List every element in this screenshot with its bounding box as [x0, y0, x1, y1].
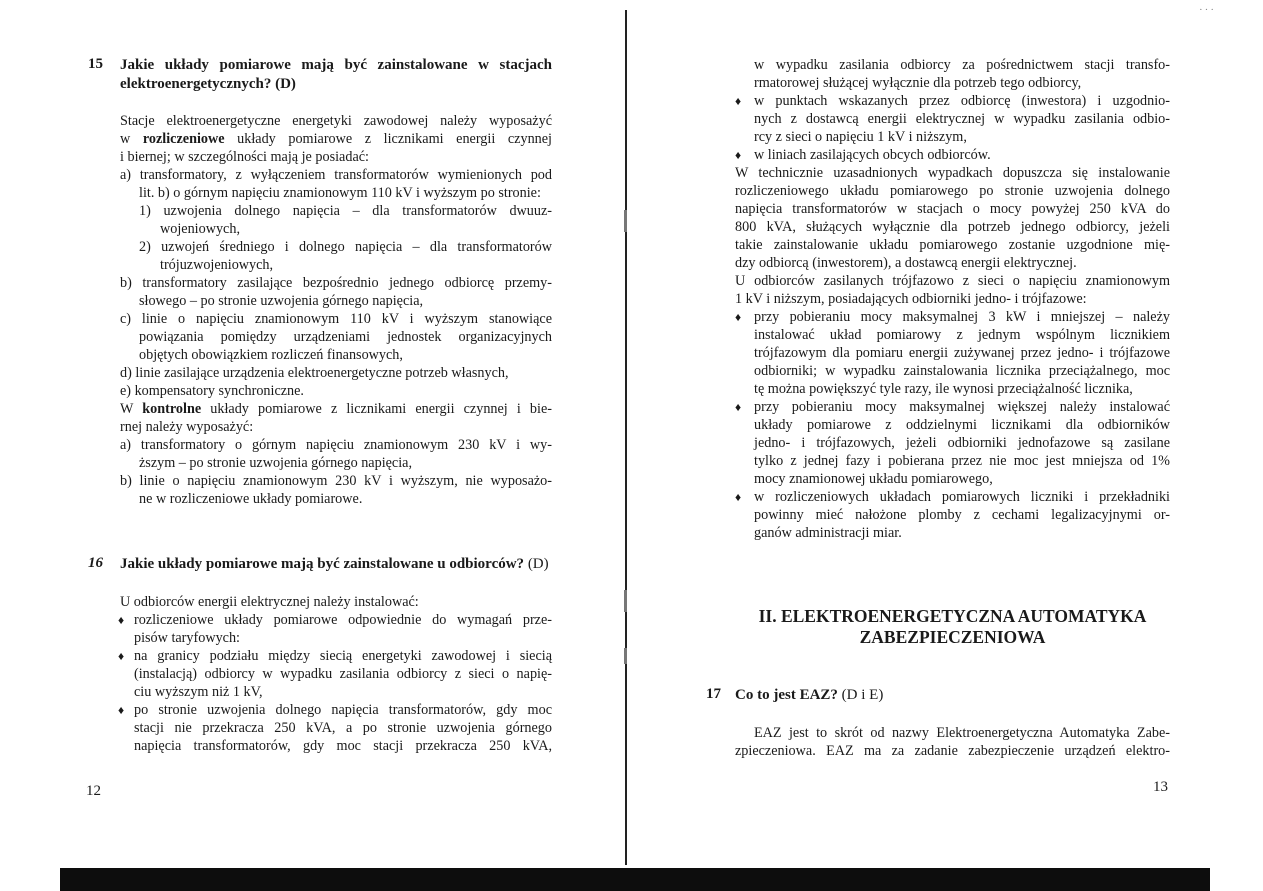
list-item: w punktach wskazanych przez odbiorcę (inwestora) i uzgodnio- [754, 93, 1170, 109]
list-item: w rozliczeniowych układach pomiarowych liczniki i przekładniki [754, 489, 1170, 505]
paragraph-line: napięcia transformatorów w stacjach o mocy powyżej 250 kVA do [735, 201, 1170, 217]
list-item: napięcia transformatorów, gdy moc stacji przekracza 250 kVA, [134, 738, 552, 754]
list-item: słowego – po stronie uzwojenia górnego napięcia, [139, 293, 424, 309]
list-item: układy pomiarowe z oddzielnymi licznikami dla odbiorników [754, 417, 1170, 433]
paragraph-line: 800 kVA, służących wyłącznie dla potrzeb jednego odbiorcy, jeżeli [735, 219, 1170, 235]
list-item: powinny mieć nałożone plomby z cechami legalizacyjnymi or- [754, 507, 1170, 523]
list-item: stacji nie przekracza 250 kVA, a po stronie uzwojenia górnego [134, 720, 552, 736]
list-item: przy pobieraniu mocy maksymalnej większej należy instalować [754, 399, 1170, 415]
list-item: odbiorniki; w wypadku zainstalowania licznika przeciążalnego, moc [754, 363, 1170, 379]
question-title: Jakie układy pomiarowe mają być zainstalowane u odbiorców? (D) [120, 556, 549, 572]
page-number: 13 [1153, 779, 1168, 795]
paragraph-line: rozliczeniowego układu pomiarowego po stronie uzwojenia dolnego [735, 183, 1170, 199]
paragraph-line: Stacje elektroenergetyczne energetyki zawodowej należy wyposażyć [120, 113, 552, 129]
chapter-title: ZABEZPIECZENIOWA [859, 627, 1046, 647]
page-number: 12 [86, 783, 101, 799]
paragraph-line: w wypadku zasilania odbiorcy za pośrednictwem stacji transfo- [754, 57, 1170, 73]
paragraph-line: i biernej; w szczególności mają je posiadać: [120, 149, 369, 165]
corner-dots: ··· [1199, 4, 1216, 16]
list-item: jedno- i trójfazowych, jeżeli odbiorniki jednofazowe są zasilane [754, 435, 1170, 451]
paragraph-line: EAZ jest to skrót od nazwy Elektroenergetyczna Automatyka Zabe- [754, 725, 1170, 741]
list-item: (instalacją) odbiorcy w wypadku zasilania odbiorcy z sieci o napię- [134, 666, 552, 682]
bullet-icon: ♦ [118, 649, 125, 663]
list-item: 2) uzwojeń średniego i dolnego napięcia – dla transformatorów [139, 239, 552, 255]
paragraph-line: rnej należy wyposażyć: [120, 419, 254, 435]
list-item: d) linie zasilające urządzenia elektroenergetyczne potrzeb własnych, [120, 365, 509, 381]
bullet-icon: ♦ [118, 703, 125, 717]
list-item: powiązania pomiędzy urządzeniami jednostek organizacyjnych [139, 329, 552, 345]
bullet-icon: ♦ [735, 148, 742, 162]
list-item: ższym – po stronie uzwojenia górnego napięcia, [139, 455, 413, 471]
chapter-title: II. ELEKTROENERGETYCZNA AUTOMATYKA [758, 606, 1147, 626]
question-title: Co to jest EAZ? (D i E) [735, 687, 884, 703]
paragraph-line: takie zainstalowanie układu pomiarowego zostanie uzgodnione mię- [735, 237, 1170, 253]
paragraph-line: rmatorowej służącej wyłącznie dla potrzeb tego odbiorcy, [754, 75, 1082, 91]
bullet-icon: ♦ [735, 310, 742, 324]
list-item: na granicy podziału między siecią energetyki zawodowej i siecią [134, 648, 552, 664]
question-number: 15 [88, 56, 103, 72]
list-item: tylko z jednej fazy i pobierana przez nie moc jest mniejsza od 1% [754, 453, 1170, 469]
list-item: tę można powiększyć tyle razy, ile wynosi przeciążalność licznika, [754, 381, 1133, 397]
list-item: lit. b) o górnym napięciu znamionowym 110 kV i wyższym po stronie: [139, 185, 541, 201]
paragraph-line: W kontrolne układy pomiarowe z licznikami energii czynnej i bie- [120, 401, 552, 417]
list-item: a) transformatory, z wyłączeniem transformatorów wymienionych pod [120, 167, 552, 183]
paragraph-line: dzy odbiorcą (inwestorem), a dostawcą energii elektrycznej. [735, 255, 1077, 271]
list-item: a) transformatory o górnym napięciu znamionowym 230 kV i wy- [120, 437, 552, 453]
bullet-icon: ♦ [735, 490, 742, 504]
paragraph-line: W technicznie uzasadnionych wypadkach dopuszcza się instalowanie [735, 165, 1170, 181]
paragraph-line: U odbiorców energii elektrycznej należy instalować: [120, 594, 419, 610]
spine-mark [624, 590, 627, 612]
list-item: po stronie uzwojenia dolnego napięcia transformatorów, gdy moc [134, 702, 552, 718]
question-number: 17 [706, 686, 721, 702]
list-item: ganów administracji miar. [754, 525, 902, 541]
list-item: b) transformatory zasilające bezpośrednio jednego odbiorcę przemy- [120, 275, 552, 291]
list-item: e) kompensatory synchroniczne. [120, 383, 304, 399]
spine-mark [624, 648, 627, 664]
list-item: c) linie o napięciu znamionowym 110 kV i wyższym stanowiące [120, 311, 552, 327]
list-item: objętych obowiązkiem rozliczeń finansowych, [139, 347, 403, 363]
list-item: ne w rozliczeniowe układy pomiarowe. [139, 491, 363, 507]
page-gutter [625, 10, 627, 865]
list-item: nych z dostawcą energii elektrycznej w wypadku zasilania odbio- [754, 111, 1170, 127]
list-item: ciu wyższym niż 1 kV, [134, 684, 263, 700]
scan-bottom-bar [60, 868, 1210, 891]
list-item: trójfazowym dla pomiaru energii zużywanej przez jedno- i trójfazowe [754, 345, 1170, 361]
question-title: Jakie układy pomiarowe mają być zainstalowane w stacjach [120, 57, 552, 73]
list-item: przy pobieraniu mocy maksymalnej 3 kW i mniejszej – należy [754, 309, 1170, 325]
paragraph-line: 1 kV i niższym, posiadających odbiorniki jedno- i trójfazowe: [735, 291, 1087, 307]
list-item: wojeniowych, [160, 221, 240, 237]
list-item: instalować układ pomiarowy z jednym wspólnym licznikiem [754, 327, 1170, 343]
paragraph-line: zpieczeniowa. EAZ ma za zadanie zabezpieczenie urządzeń elektro- [735, 743, 1170, 759]
list-item: w liniach zasilających obcych odbiorców. [754, 147, 991, 163]
list-item: b) linie o napięciu znamionowym 230 kV i wyższym, nie wyposażo- [120, 473, 552, 489]
paragraph-line: w rozliczeniowe układy pomiarowe z licznikami energii czynnej [120, 131, 552, 147]
list-item: mocy znamionowej układu pomiarowego, [754, 471, 993, 487]
paragraph-line: U odbiorców zasilanych trójfazowo z sieci o napięciu znamionowym [735, 273, 1170, 289]
bullet-icon: ♦ [118, 613, 125, 627]
bullet-icon: ♦ [735, 400, 742, 414]
question-number: 16 [88, 555, 103, 571]
bullet-icon: ♦ [735, 94, 742, 108]
list-item: pisów taryfowych: [134, 630, 240, 646]
list-item: trójuzwojeniowych, [160, 257, 274, 273]
list-item: rozliczeniowe układy pomiarowe odpowiednie do wymagań prze- [134, 612, 552, 628]
list-item: rcy z sieci o napięciu 1 kV i niższym, [754, 129, 967, 145]
list-item: 1) uzwojenia dolnego napięcia – dla transformatorów dwuuz- [139, 203, 552, 219]
question-title: elektroenergetycznych? (D) [120, 76, 296, 92]
spine-mark [624, 210, 627, 232]
